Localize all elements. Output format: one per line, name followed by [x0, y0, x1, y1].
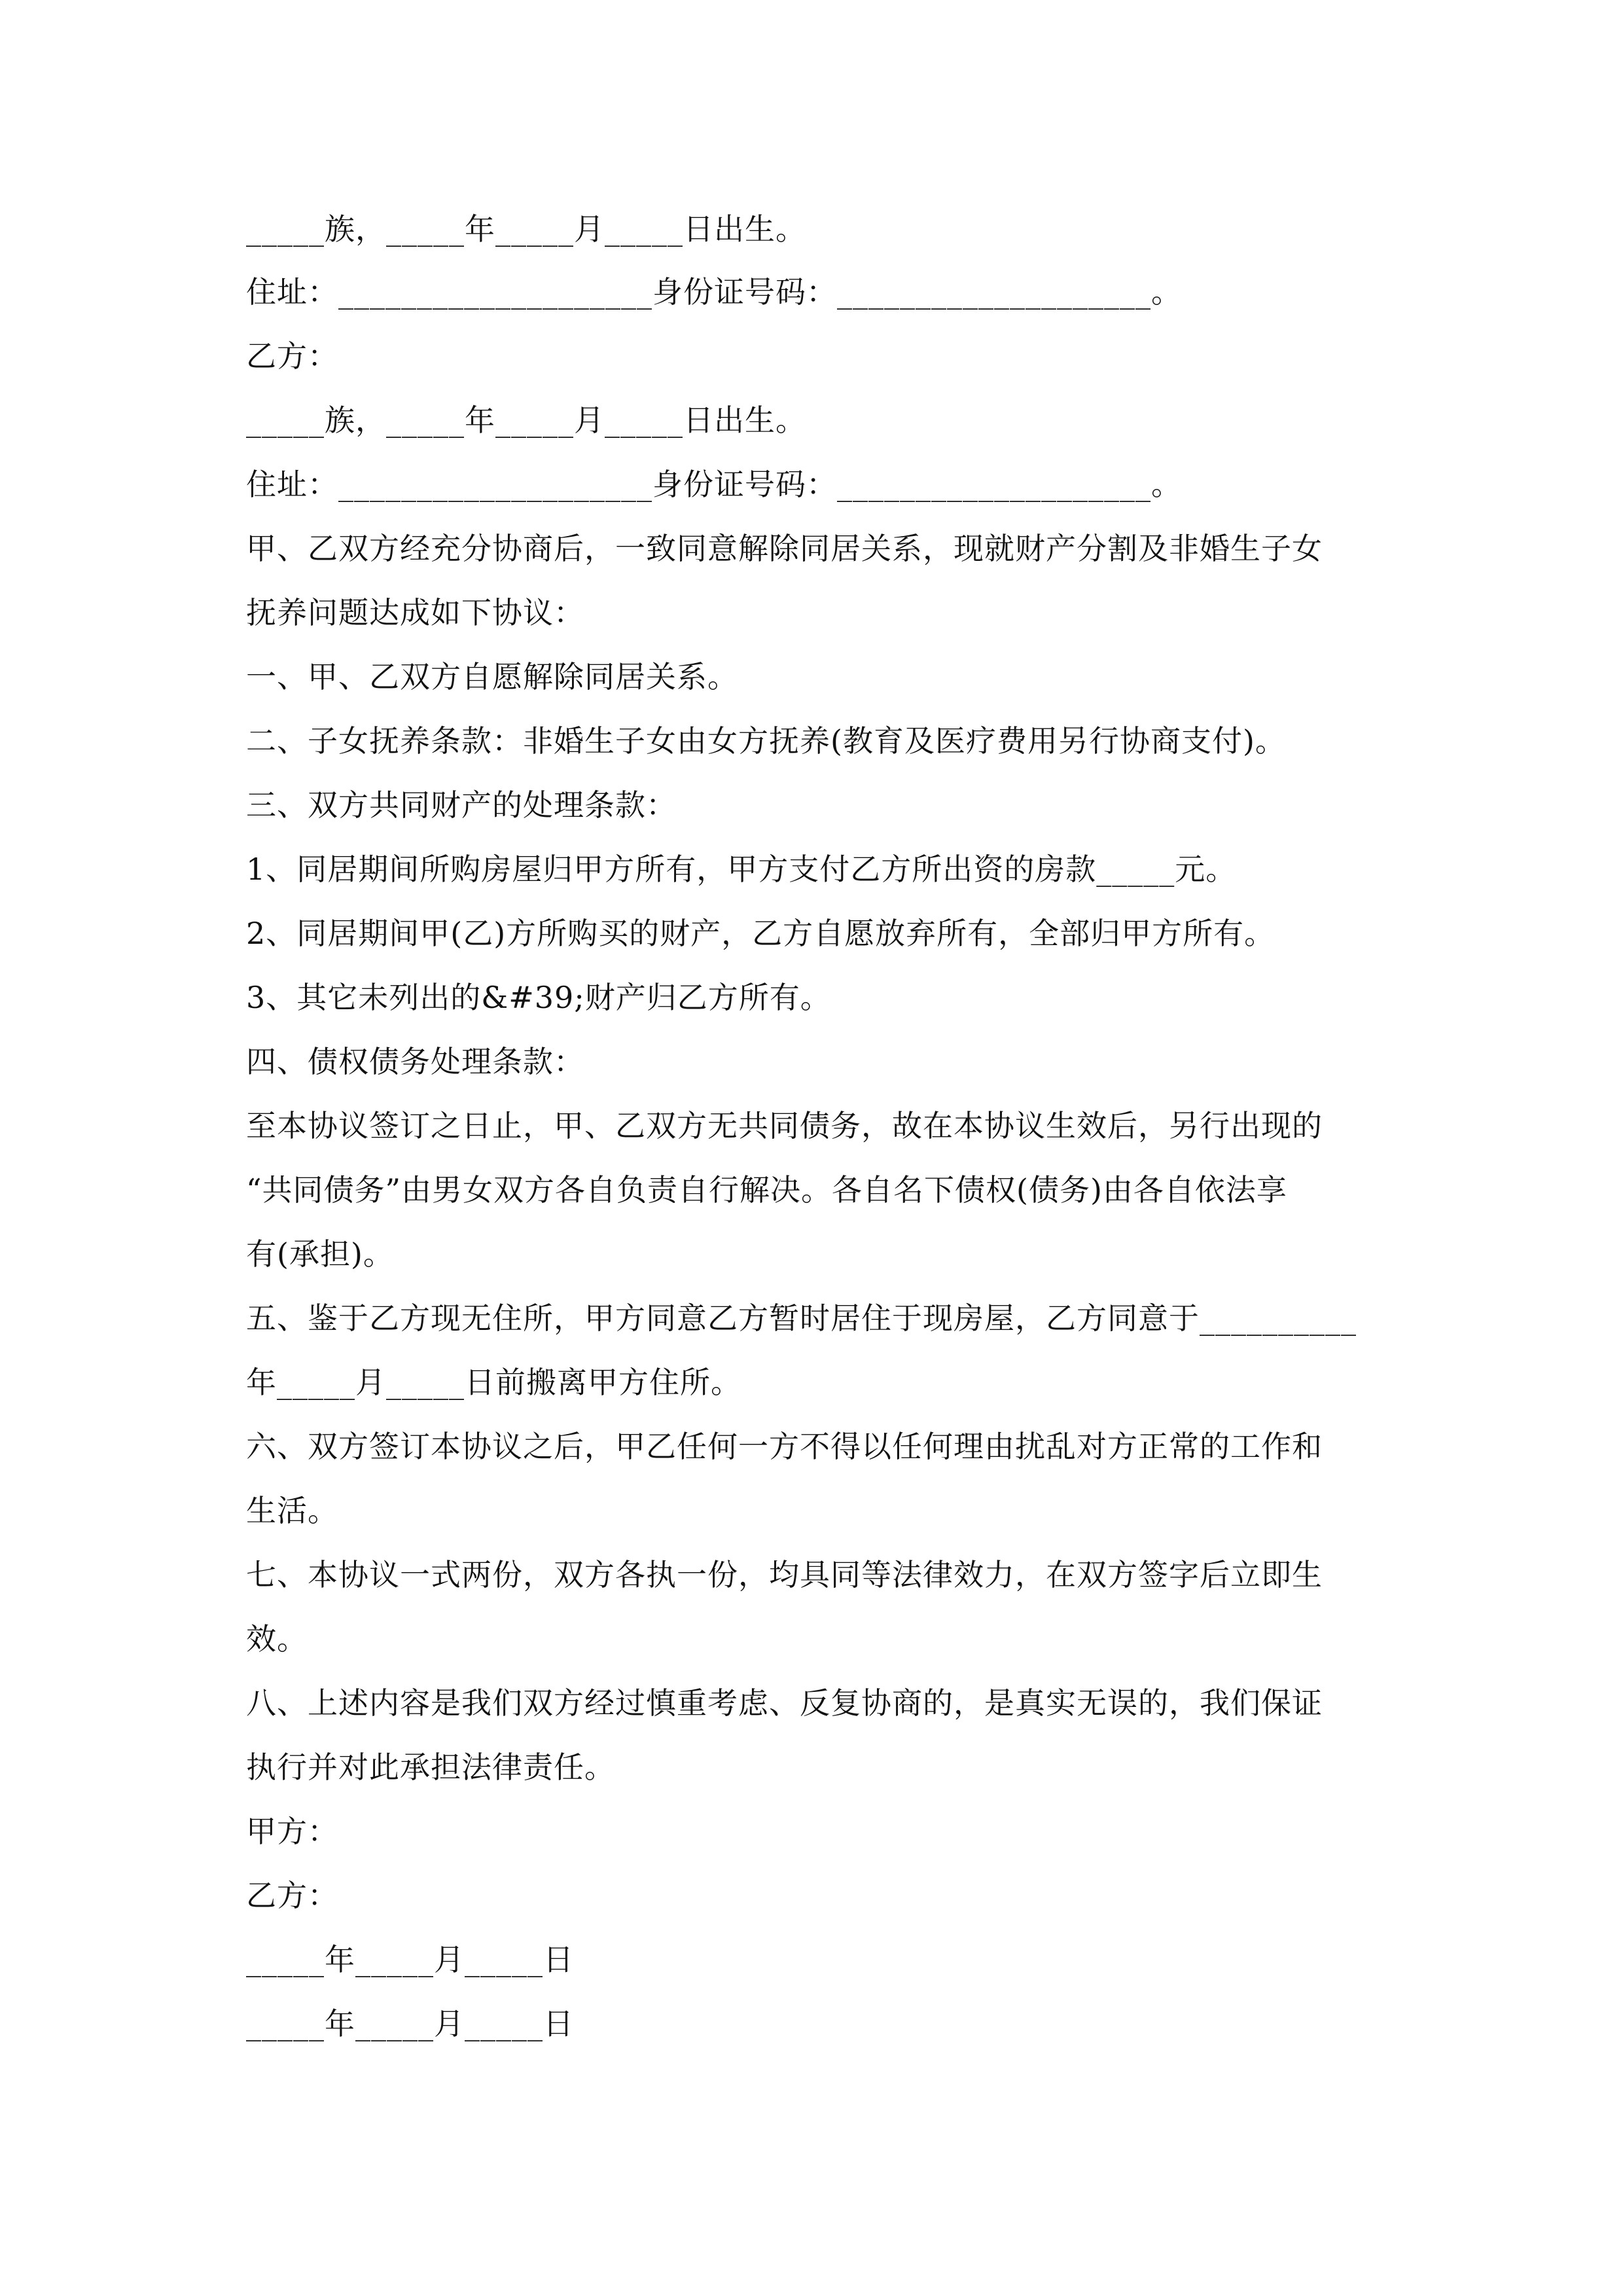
doc-line-6: 甲、乙双方经充分协商后，一致同意解除同居关系，现就财产分割及非婚生子女	[246, 531, 1323, 566]
doc-line-13: 3、其它未列出的&#39;财产归乙方所有。	[246, 980, 831, 1015]
doc-line-29: _____年_____月_____日	[246, 2006, 574, 2041]
doc-line-1: _____族，_____年_____月_____日出生。	[246, 211, 806, 247]
doc-line-15: 至本协议签订之日止，甲、乙双方无共同债务，故在本协议生效后，另行出现的	[246, 1108, 1323, 1143]
doc-line-9: 二、子女抚养条款：非婚生子女由女方抚养(教育及医疗费用另行协商支付)。	[246, 723, 1286, 759]
doc-line-24: 八、上述内容是我们双方经过慎重考虑、反复协商的，是真实无误的，我们保证	[246, 1685, 1323, 1721]
doc-line-8: 一、甲、乙双方自愿解除同居关系。	[246, 659, 738, 694]
doc-line-7: 抚养问题达成如下协议：	[246, 595, 584, 630]
doc-line-18: 五、鉴于乙方现无住所，甲方同意乙方暂时居住于现房屋，乙方同意于__________	[246, 1300, 1357, 1336]
doc-line-17: 有(承担)。	[246, 1236, 394, 1272]
doc-line-27: 乙方：	[246, 1878, 338, 1913]
doc-line-19: 年_____月_____日前搬离甲方住所。	[246, 1365, 741, 1400]
doc-line-26: 甲方：	[246, 1814, 338, 1849]
doc-line-28: _____年_____月_____日	[246, 1942, 574, 1977]
doc-line-10: 三、双方共同财产的处理条款：	[246, 787, 677, 823]
doc-line-11: 1、同居期间所购房屋归甲方所有，甲方支付乙方所出资的房款_____元。	[246, 852, 1237, 887]
doc-line-25: 执行并对此承担法律责任。	[246, 1749, 615, 1785]
doc-line-14: 四、债权债务处理条款：	[246, 1044, 584, 1079]
doc-line-21: 生活。	[246, 1493, 338, 1528]
doc-line-23: 效。	[246, 1621, 308, 1657]
doc-line-12: 2、同居期间甲(乙)方所购买的财产，乙方自愿放弃所有，全部归甲方所有。	[246, 916, 1275, 951]
doc-line-4: _____族，_____年_____月_____日出生。	[246, 403, 806, 438]
doc-line-2: 住址：____________________身份证号码：____________________。	[246, 274, 1182, 310]
doc-line-3: 乙方：	[246, 338, 338, 374]
doc-line-5: 住址：____________________身份证号码：____________________。	[246, 467, 1182, 502]
doc-line-20: 六、双方签订本协议之后，甲乙任何一方不得以任何理由扰乱对方正常的工作和	[246, 1429, 1323, 1464]
doc-line-22: 七、本协议一式两份，双方各执一份，均具同等法律效力，在双方签字后立即生	[246, 1557, 1323, 1592]
doc-line-16: “共同债务”由男女双方各自负责自行解决。各自名下债权(债务)由各自依法享	[246, 1172, 1287, 1208]
